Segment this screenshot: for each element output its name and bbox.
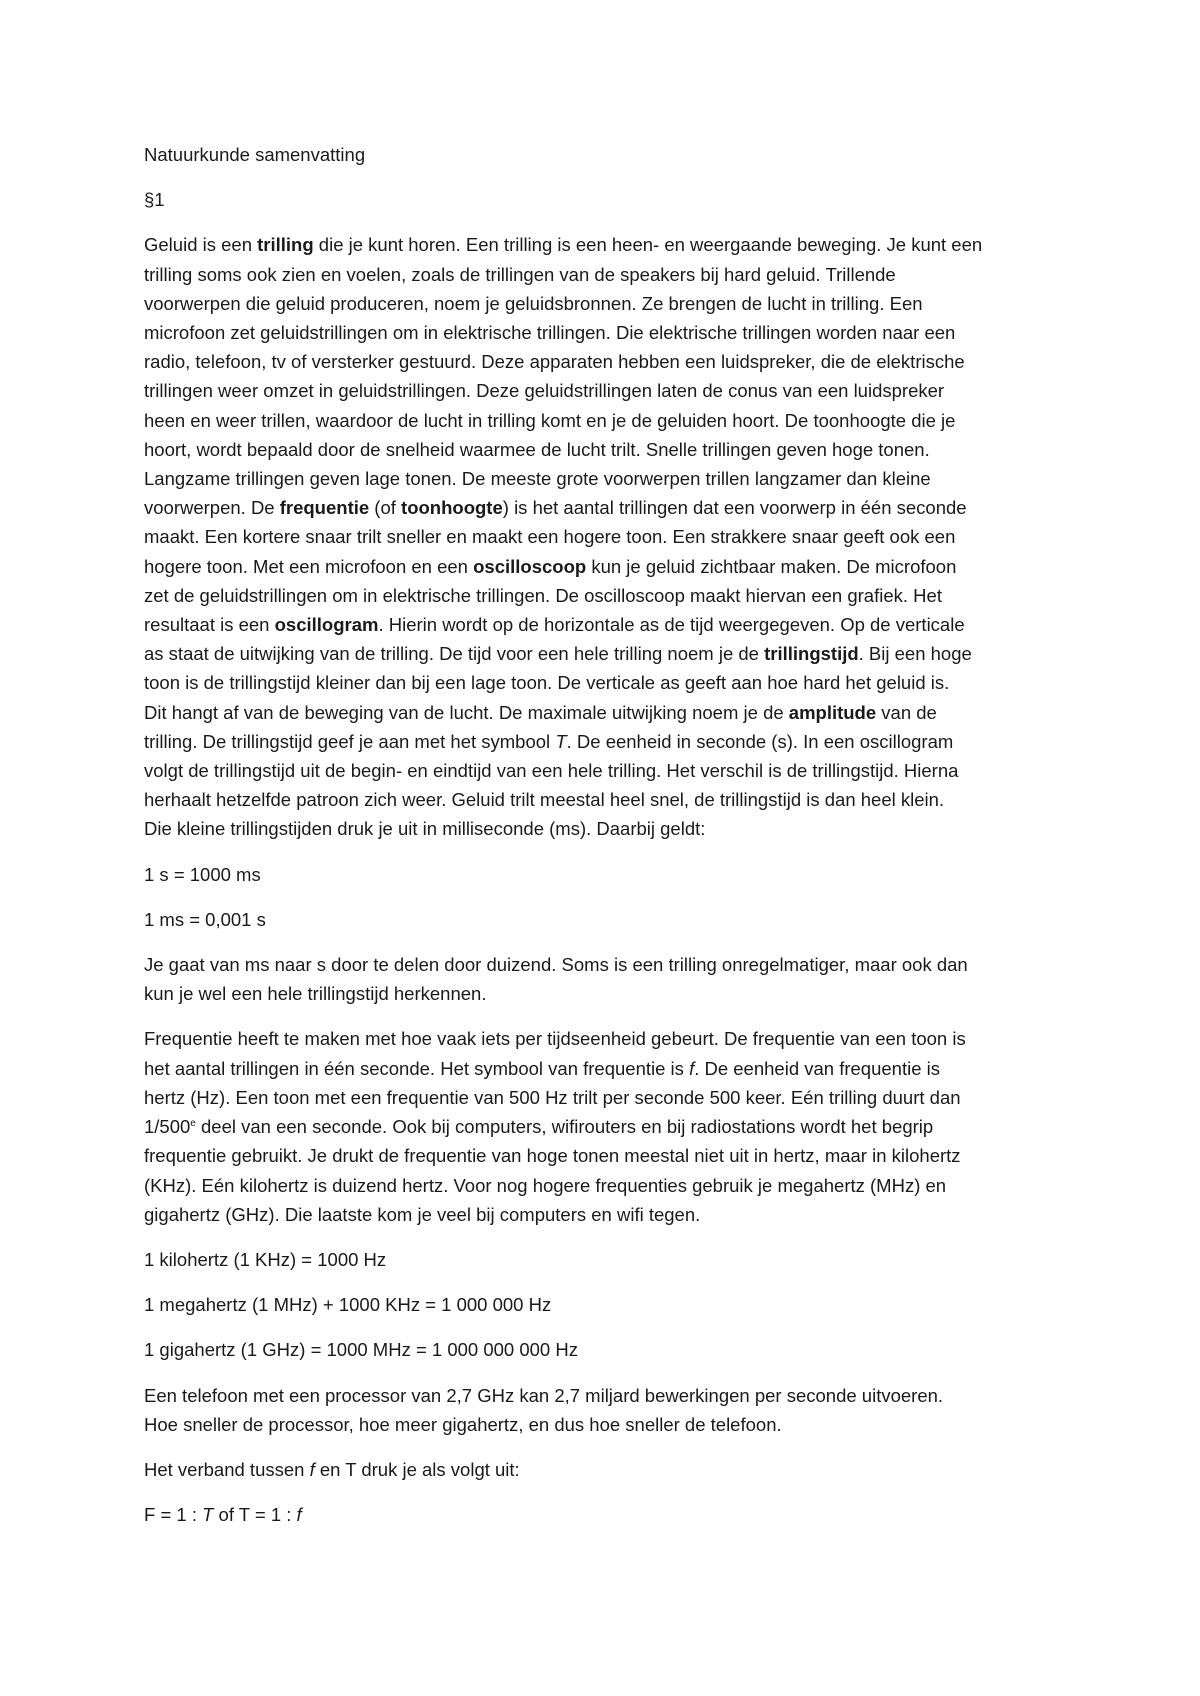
paragraph-verband	[144, 1455, 1064, 1484]
text-segment: van de	[876, 701, 937, 723]
term-trillingstijd: trillingstijd	[764, 643, 859, 665]
symbol-f: f	[296, 1504, 302, 1526]
text-segment: resultaat is een	[144, 614, 275, 636]
text-line: volgt de trillingstijd uit de begin- en eindtijd van een hele trilling. Het verschil is de trillingstijd. Hierna	[144, 760, 959, 782]
symbol-f: f	[309, 1458, 315, 1480]
section-number: §1	[144, 189, 165, 211]
paragraph-frequentie	[144, 1024, 1064, 1228]
text-line: microfoon zet geluidstrillingen om in elektrische trillingen. Die elektrische trillingen worden naar een	[144, 322, 956, 344]
text-segment: . De eenheid van frequentie is	[694, 1057, 941, 1079]
text-line: radio, telefoon, tv of versterker gestuurd. Deze apparaten hebben een luidspreker, die de elektrische	[144, 351, 965, 373]
text-segment: . De eenheid in seconde (s). In een oscillogram	[566, 730, 954, 752]
term-toonhoogte: toonhoogte	[401, 497, 503, 519]
text-segment: as staat de uitwijking van de trilling. De tijd voor een hele trilling noem je de	[144, 643, 765, 665]
text-line: voorwerpen die geluid produceren, noem je geluidsbronnen. Ze brengen de lucht in trilling. Een	[144, 292, 923, 314]
term-amplitude: amplitude	[788, 701, 877, 723]
text-line	[144, 1054, 1064, 1083]
text-line: zet de geluidstrillingen om in elektrische trillingen. De oscilloscoop maakt hiervan een grafiek. Het	[144, 584, 942, 606]
formula-text	[144, 1500, 1064, 1529]
equation-text: 1 gigahertz (1 GHz) = 1000 MHz = 1 000 000 000 Hz	[144, 1339, 578, 1361]
text-line: frequentie gebruikt. Je drukt de frequentie van hoge tonen meestal niet uit in hertz, maar in kilohertz	[144, 1145, 961, 1167]
term-oscilloscoop: oscilloscoop	[473, 555, 587, 577]
paragraph-ms	[144, 950, 1064, 1008]
section-heading	[144, 185, 1064, 214]
text-line: (KHz). Eén kilohertz is duizend hertz. Voor nog hogere frequenties gebruik je megahertz (MHz) en	[144, 1174, 947, 1196]
text-line: Je gaat van ms naar s door te delen door duizend. Soms is een trilling onregelmatiger, maar ook dan	[144, 954, 968, 976]
text-segment: ) is het aantal trillingen dat een voorwerp in één seconde	[502, 497, 967, 519]
equation-text: 1 s = 1000 ms	[144, 863, 261, 885]
equation	[144, 1335, 1064, 1364]
equation-text: 1 kilohertz (1 KHz) = 1000 Hz	[144, 1248, 387, 1270]
text-segment: of T = 1 :	[213, 1504, 297, 1526]
text-line	[144, 493, 1064, 522]
text-line: maakt. Een kortere snaar trilt sneller en maakt een hogere toon. Een strakkere snaar geeft ook een	[144, 526, 956, 548]
text-segment: F = 1 :	[144, 1504, 203, 1526]
term-frequentie: frequentie	[279, 497, 370, 519]
text-line: trilling soms ook zien en voelen, zoals de trillingen van de speakers bij hard geluid. Trillende	[144, 263, 896, 285]
text-segment: . Bij een hoge	[858, 643, 972, 665]
text-line: Langzame trillingen geven lage tonen. De meeste grote voorwerpen trillen langzamer dan kleine	[144, 468, 931, 490]
text-segment: Het verband tussen	[144, 1458, 310, 1480]
text-line	[144, 610, 1064, 639]
text-segment: en T druk je als volgt uit:	[314, 1458, 520, 1480]
text-line: Een telefoon met een processor van 2,7 GHz kan 2,7 miljard bewerkingen per seconde uitvoeren.	[144, 1384, 944, 1406]
formula	[144, 1500, 1064, 1529]
text-line	[144, 727, 1064, 756]
text-segment: hogere toon. Met een microfoon en een	[144, 555, 474, 577]
text-segment: kun je geluid zichtbaar maken. De microfoon	[586, 555, 957, 577]
text-line: Hoe sneller de processor, hoe meer gigahertz, en dus hoe sneller de telefoon.	[144, 1413, 782, 1435]
equation	[144, 860, 1064, 889]
text-line	[144, 1112, 1064, 1141]
text-line: hoort, wordt bepaald door de snelheid waarmee de lucht trilt. Snelle trillingen geven hoge tonen.	[144, 438, 930, 460]
symbol-T: T	[202, 1504, 214, 1526]
text-line	[144, 698, 1064, 727]
text-line: herhaalt hetzelfde patroon zich weer. Geluid trilt meestal heel snel, de trillingstijd is dan heel klein.	[144, 789, 945, 811]
equation-text: 1 megahertz (1 MHz) + 1000 KHz = 1 000 000 Hz	[144, 1294, 552, 1316]
text-segment: 1/500	[144, 1116, 191, 1138]
equation	[144, 905, 1064, 934]
document-title	[144, 140, 1064, 169]
title-text: Natuurkunde samenvatting	[144, 144, 366, 165]
equation-text: 1 ms = 0,001 s	[144, 908, 266, 930]
term-trilling: trilling	[257, 234, 314, 256]
term-oscillogram: oscillogram	[274, 614, 379, 636]
text-line: hertz (Hz). Een toon met een frequentie van 500 Hz trilt per seconde 500 keer. Eén trilling duurt dan	[144, 1086, 961, 1108]
equation	[144, 1290, 1064, 1319]
text-segment: Dit hangt af van de beweging van de lucht. De maximale uitwijking noem je de	[144, 701, 789, 723]
text-segment: deel van een seconde. Ook bij computers, wifirouters en bij radiostations wordt het begrip	[195, 1116, 934, 1138]
text-line	[144, 230, 1064, 259]
text-segment: Geluid is een	[144, 234, 258, 256]
text-segment: voorwerpen. De	[144, 497, 280, 519]
text-segment: die je kunt horen. Een trilling is een heen- en weergaande beweging. Je kunt een	[313, 234, 983, 256]
equation	[144, 1245, 1064, 1274]
text-line: toon is de trillingstijd kleiner dan bij een lage toon. De verticale as geeft aan hoe hard het geluid is.	[144, 672, 950, 694]
symbol-f: f	[689, 1057, 695, 1079]
superscript: e	[190, 1117, 196, 1129]
text-line	[144, 552, 1064, 581]
text-line	[144, 639, 1064, 668]
paragraph-telefoon	[144, 1381, 1064, 1439]
text-segment: . Hierin wordt op de horizontale as de tijd weergegeven. Op de verticale	[378, 614, 965, 636]
text-line: heen en weer trillen, waardoor de lucht in trilling komt en je de geluiden hoort. De toonhoogte die je	[144, 409, 956, 431]
symbol-T: T	[555, 730, 567, 752]
text-segment: (of	[369, 497, 402, 519]
text-segment: trilling. De trillingstijd geef je aan met het symbool	[144, 730, 556, 752]
paragraph-intro	[144, 230, 1064, 843]
text-segment: het aantal trillingen in één seconde. Het symbool van frequentie is	[144, 1057, 690, 1079]
text-line: kun je wel een hele trillingstijd herkennen.	[144, 983, 487, 1005]
text-line: Die kleine trillingstijden druk je uit in milliseconde (ms). Daarbij geldt:	[144, 818, 706, 840]
text-line: Frequentie heeft te maken met hoe vaak iets per tijdseenheid gebeurt. De frequentie van een toon is	[144, 1028, 966, 1050]
text-line	[144, 1455, 1064, 1484]
text-line: gigahertz (GHz). Die laatste kom je veel bij computers en wifi tegen.	[144, 1203, 701, 1225]
document-page	[144, 140, 1064, 1545]
text-line: trillingen weer omzet in geluidstrillingen. Deze geluidstrillingen laten de conus van een luidspreker	[144, 380, 945, 402]
